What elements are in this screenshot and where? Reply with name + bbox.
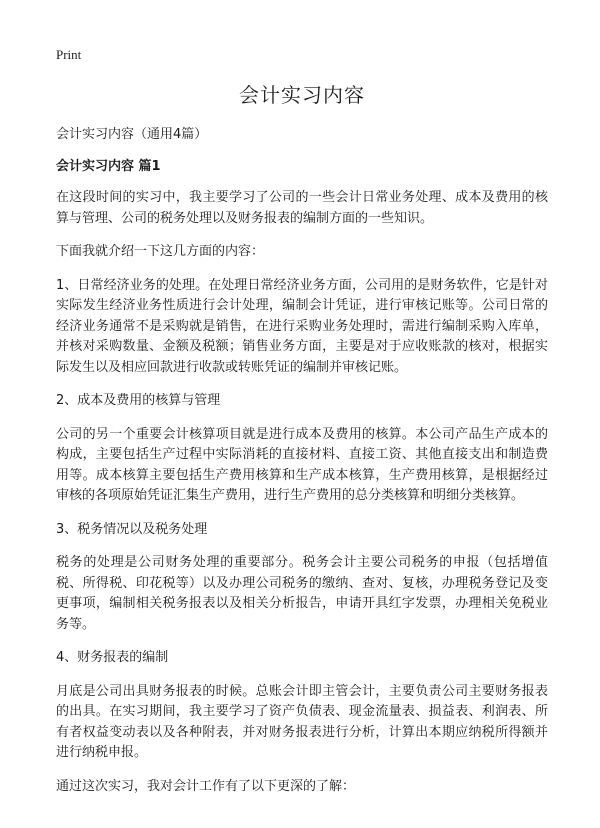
paragraph-conclusion: 通过这次实习，我对会计工作有了以下更深的了解： (56, 778, 356, 794)
print-link[interactable]: Print (56, 47, 82, 62)
paragraph-tax-heading: 3、税务情况以及税务处理 (56, 521, 208, 537)
paragraph-daily-business: 1、日常经济业务的处理。在处理日常经济业务方面，公司用的是财务软件，它是针对实际发生经济业务性质进行会计处理，编制会计凭证，进行审核记账等。公司日常的经济业务通常不是采购就是销售，在进行采购业务处理时，需进行编制采购入库单，并核对采购数量、金额及税额；销售业务方面，主要是对于应收账款的核对，根据实际发生以及相应回款进行收款或转账凭证的编制并审核记账。 (56, 277, 548, 375)
paragraph-report-heading: 4、财务报表的编制 (56, 650, 169, 665)
paragraph-intro: 在这段时间的实习中，我主要学习了公司的一些会计日常业务处理、成本及费用的核算与管理、公司的税务处理以及财务报表的编制方面的一些知识。 (56, 190, 548, 226)
paragraph-cost-heading: 2、成本及费用的核算与管理 (56, 393, 221, 408)
section-heading: 会计实习内容 篇1 (56, 159, 161, 174)
paragraph-report-body: 月底是公司出具财务报表的时候。总账会计即主管会计，主要负责公司主要财务报表的出具。在实习期间，我主要学习了资产负债表、现金流量表、损益表、利润表、所有者权益变动表以及各种附表，并对财务报表进行分析，计算出本期应纳税所得额并进行纳税申报。 (56, 683, 548, 760)
paragraph-cost-body: 公司的另一个重要会计核算项目就是进行成本及费用的核算。本公司产品生产成本的构成，主要包括生产过程中实际消耗的直接材料、直接工资、其他直接支出和制造费用等。成本核算主要包括生产费用核算和生产成本核算，生产费用核算，是根据经过审核的各项原始凭证汇集生产费用，进行生产费用的总分类核算和明细分类核算。 (56, 426, 548, 503)
paragraph-overview: 下面我就介绍一下这几方面的内容： (56, 244, 265, 259)
document-subtitle: 会计实习内容（通用4篇） (56, 127, 208, 142)
paragraph-tax-body: 税务的处理是公司财务处理的重要部分。税务会计主要公司税务的申报（包括增值税、所得税、印花税等）以及办理公司税务的缴纳、查对、复核，办理税务登记及变更事项，编制相关税务报表以及相关分析报告，申请开具红字发票，办理相关免税业务等。 (56, 555, 548, 632)
page-title: 会计实习内容 (239, 83, 365, 107)
